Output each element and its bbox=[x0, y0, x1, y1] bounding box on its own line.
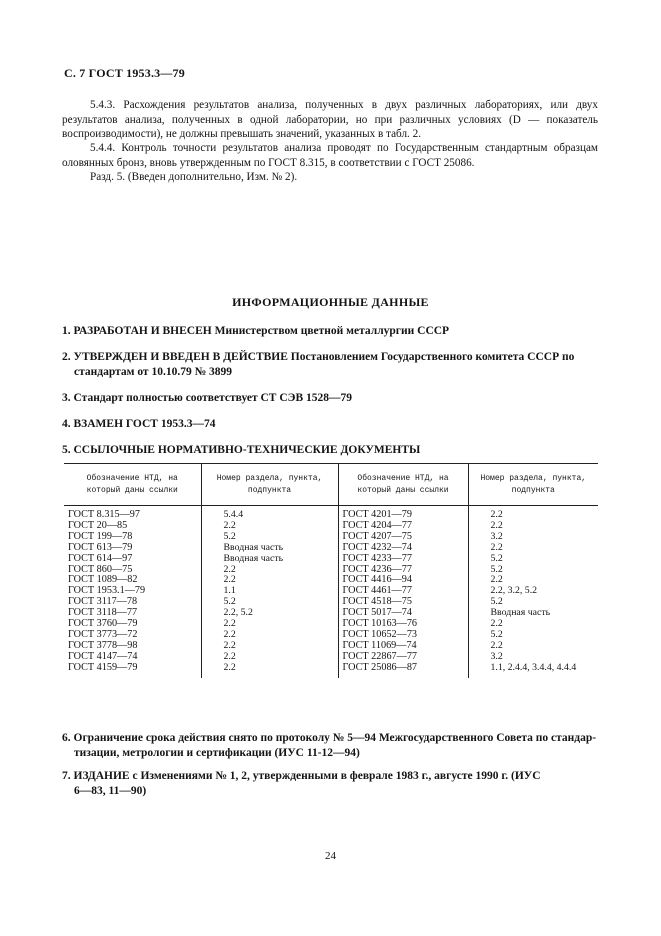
cell-section-number: Вводная часть bbox=[201, 543, 338, 554]
cell-ntd-designation: ГОСТ 4201—79 bbox=[338, 506, 468, 521]
cell-ntd-designation: ГОСТ 4204—77 bbox=[338, 521, 468, 532]
table-row bbox=[64, 532, 598, 543]
paragraph-5-4-3-text: 5.4.3. Расхождения результатов анализа, полученных в двух различных лабораториях, или двух результатов анализа, полученных в одной лаборатории, но при различных условиях (D — показатель воспроизводимости), не должны превышать значений, указанных в табл. 2. bbox=[62, 99, 598, 140]
cell-ntd-designation: ГОСТ 4207—75 bbox=[338, 532, 468, 543]
info-item-6-line1: 6. Ограничение срока действия снято по протоколу № 5—94 Межгосударственного Совета по стандар- bbox=[62, 732, 597, 744]
cell-ntd-designation: ГОСТ 1953.1—79 bbox=[68, 585, 146, 597]
paragraph-5-4-4-text: 5.4.4. Контроль точности результатов анализа проводят по Государственным стандартным образцам оловянных бронз, вновь утвержденным по ГОСТ 8.315, в соответствии с ГОСТ 25086. bbox=[62, 142, 598, 169]
cell-section-number: 2.2 bbox=[468, 543, 598, 554]
section-5-note-text: Разд. 5. (Введен дополнительно, Изм. № 2). bbox=[90, 171, 298, 183]
table-row bbox=[64, 521, 598, 532]
cell-ntd-designation: ГОСТ 5017—74 bbox=[338, 608, 468, 619]
header-ntd-designation: Обозначение НТД, на который даны ссылки bbox=[64, 464, 201, 506]
page-number: 24 bbox=[325, 850, 336, 862]
cell-section-number: 5.2 bbox=[468, 565, 598, 576]
info-item-2 bbox=[62, 350, 600, 380]
table-row bbox=[64, 543, 598, 554]
cell-section-number: 2.2 bbox=[201, 521, 338, 532]
page-header: С. 7 ГОСТ 1953.3—79 bbox=[64, 66, 185, 80]
info-item-4: 4. ВЗАМЕН ГОСТ 1953.3—74 bbox=[62, 418, 216, 430]
cell-section-number: 2.2 bbox=[201, 641, 338, 652]
info-item-7-line1: 7. ИЗДАНИЕ с Изменениями № 1, 2, утвержденными в феврале 1983 г., августе 1990 г. (ИУС bbox=[62, 770, 541, 782]
cell-ntd-designation: ГОСТ 4232—74 bbox=[338, 543, 468, 554]
cell-section-number: 3.2 bbox=[468, 652, 598, 663]
cell-ntd-designation: ГОСТ 614—97 bbox=[68, 552, 133, 564]
info-item-5: 5. ССЫЛОЧНЫЕ НОРМАТИВНО-ТЕХНИЧЕСКИЕ ДОКУМЕНТЫ bbox=[62, 444, 421, 456]
cell-ntd-designation: ГОСТ 3773—72 bbox=[68, 628, 138, 640]
cell-ntd-designation: ГОСТ 4461—77 bbox=[338, 586, 468, 597]
cell-section-number: 2.2 bbox=[201, 630, 338, 641]
cell-section-number: 2.2 bbox=[468, 506, 598, 521]
cell-section-number: 5.2 bbox=[201, 532, 338, 543]
info-item-7-line2: 6—83, 11—90) bbox=[74, 785, 147, 797]
info-item-2-line2: стандартам от 10.10.79 № 3899 bbox=[74, 366, 233, 378]
cell-section-number: 2.2 bbox=[201, 652, 338, 663]
cell-ntd-designation: ГОСТ 10652—73 bbox=[338, 630, 468, 641]
table-header-row bbox=[64, 464, 598, 506]
cell-ntd-designation: ГОСТ 860—75 bbox=[68, 563, 133, 575]
cell-ntd-designation: ГОСТ 3760—79 bbox=[68, 618, 138, 630]
cell-section-number: 5.2 bbox=[468, 597, 598, 608]
cell-ntd-designation: ГОСТ 4236—77 bbox=[338, 565, 468, 576]
table-row bbox=[64, 506, 598, 521]
cell-section-number: Вводная часть bbox=[468, 608, 598, 619]
cell-section-number: 2.2 bbox=[468, 641, 598, 652]
header-section-number: Номер раздела, пункта, подпункта bbox=[201, 464, 338, 506]
table-row bbox=[64, 630, 598, 641]
paragraph-5-4-3 bbox=[62, 98, 598, 142]
cell-section-number: 3.2 bbox=[468, 532, 598, 543]
cell-section-number: 2.2 bbox=[201, 663, 338, 678]
cell-section-number: 1.1 bbox=[201, 586, 338, 597]
info-item-2-line1: 2. УТВЕРЖДЕН И ВВЕДЕН В ДЕЙСТВИЕ Постановлением Государственного комитета СССР по bbox=[62, 351, 575, 363]
paragraph-5-4-4 bbox=[62, 141, 598, 170]
table-row bbox=[64, 641, 598, 652]
table-row bbox=[64, 608, 598, 619]
cell-ntd-designation: ГОСТ 8.315—97 bbox=[68, 509, 140, 520]
cell-ntd-designation: ГОСТ 4147—74 bbox=[68, 650, 138, 662]
cell-section-number: 2.2 bbox=[201, 575, 338, 586]
header-ntd-designation: Обозначение НТД, на который даны ссылки bbox=[338, 464, 468, 506]
cell-section-number: 2.2 bbox=[468, 619, 598, 630]
info-item-7 bbox=[62, 769, 600, 799]
cell-section-number: 2.2 bbox=[201, 565, 338, 576]
cell-ntd-designation: ГОСТ 613—79 bbox=[68, 541, 133, 553]
cell-section-number: 2.2, 3.2, 5.2 bbox=[468, 586, 598, 597]
info-item-6-line2: тизации, метрологии и сертификации (ИУС 11-12—94) bbox=[74, 747, 360, 759]
cell-ntd-designation: ГОСТ 3778—98 bbox=[68, 639, 138, 651]
cell-ntd-designation: ГОСТ 11069—74 bbox=[338, 641, 468, 652]
cell-section-number: 2.2 bbox=[468, 575, 598, 586]
table-row bbox=[64, 586, 598, 597]
info-item-3: 3. Стандарт полностью соответствует СТ СЭВ 1528—79 bbox=[62, 392, 353, 404]
cell-section-number: 1.1, 2.4.4, 3.4.4, 4.4.4 bbox=[468, 663, 598, 678]
cell-ntd-designation: ГОСТ 22867—77 bbox=[338, 652, 468, 663]
table-row bbox=[64, 663, 598, 678]
cell-ntd-designation: ГОСТ 4518—75 bbox=[338, 597, 468, 608]
cell-section-number: 2.2, 5.2 bbox=[201, 608, 338, 619]
section-5-note bbox=[62, 170, 598, 185]
cell-ntd-designation: ГОСТ 199—78 bbox=[68, 530, 133, 542]
cell-section-number: 5.2 bbox=[468, 554, 598, 565]
cell-ntd-designation: ГОСТ 3117—78 bbox=[68, 596, 138, 608]
cell-section-number: 2.2 bbox=[468, 521, 598, 532]
header-section-number: Номер раздела, пункта, подпункта bbox=[468, 464, 598, 506]
cell-ntd-designation: ГОСТ 25086—87 bbox=[338, 663, 468, 678]
table-row bbox=[64, 619, 598, 630]
info-data-title: ИНФОРМАЦИОННЫЕ ДАННЫЕ bbox=[232, 295, 429, 309]
table-row bbox=[64, 565, 598, 576]
cell-section-number: 5.2 bbox=[468, 630, 598, 641]
info-item-6 bbox=[62, 731, 600, 761]
table-row bbox=[64, 554, 598, 565]
cell-section-number: 2.2 bbox=[201, 619, 338, 630]
cell-ntd-designation: ГОСТ 4233—77 bbox=[338, 554, 468, 565]
cell-ntd-designation: ГОСТ 20—85 bbox=[68, 519, 128, 531]
cell-section-number: 5.4.4 bbox=[201, 506, 338, 521]
cell-section-number: Вводная часть bbox=[201, 554, 338, 565]
cell-ntd-designation: ГОСТ 4416—94 bbox=[338, 575, 468, 586]
cell-ntd-designation: ГОСТ 10163—76 bbox=[338, 619, 468, 630]
cell-section-number: 5.2 bbox=[201, 597, 338, 608]
cell-ntd-designation: ГОСТ 3118—77 bbox=[68, 607, 138, 619]
cell-ntd-designation: ГОСТ 1089—82 bbox=[68, 574, 138, 586]
reference-documents-table bbox=[64, 463, 598, 678]
info-item-1: 1. РАЗРАБОТАН И ВНЕСЕН Министерством цветной металлургии СССР bbox=[62, 325, 450, 337]
cell-ntd-designation: ГОСТ 4159—79 bbox=[68, 661, 138, 673]
